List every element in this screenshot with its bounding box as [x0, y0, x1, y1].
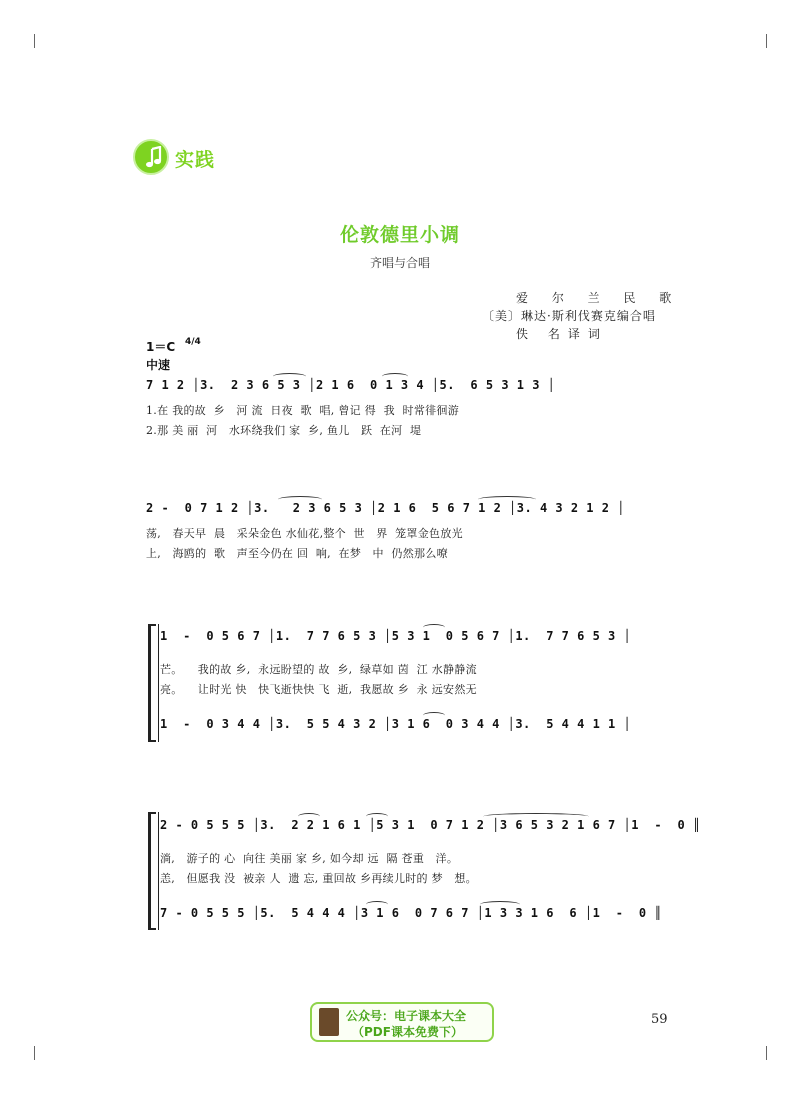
slur	[480, 901, 520, 908]
lyric-verse-2: 2.那 美 丽 河 水环绕我们 家 乡, 鱼儿 跃 在河 堤	[146, 424, 422, 437]
badge-circle	[133, 139, 169, 175]
origin-credit: 爱 尔 兰 民 歌	[516, 291, 682, 305]
slur	[478, 496, 536, 503]
slur	[298, 813, 320, 820]
system-bracket-line	[158, 812, 159, 930]
slur	[423, 712, 445, 719]
slur	[273, 373, 306, 380]
lyric-verse-2: 恙, 但愿我 没 被亲 人 遗 忘, 重回故 乡再续儿时的 梦 想。	[160, 872, 477, 885]
time-signature: 4/4	[185, 337, 201, 347]
harmony-line: 1 - 0 3 4 4 │3. 5 5 4 3 2 │3 1 6 0 3 4 4 │3. 5 4 4 1 1 │	[160, 717, 632, 731]
score-system-2	[146, 499, 676, 569]
slur	[278, 496, 322, 503]
score-system-3	[160, 627, 676, 747]
footer-line-1: 公众号：电子课本大全	[346, 1009, 467, 1023]
section-label: 实践	[175, 149, 216, 171]
lyric-verse-1: 1.在 我的故 乡 河 流 日夜 歌 唱, 曾记 得 我 时常徘徊游	[146, 404, 460, 417]
system-bracket	[148, 812, 156, 930]
slur	[366, 813, 388, 820]
crop-mark	[34, 34, 35, 48]
key-signature: 1＝C	[146, 340, 176, 354]
section-badge	[133, 139, 253, 179]
footer-watermark	[310, 1002, 494, 1042]
score-system-1	[146, 376, 676, 446]
melody-line: 1 - 0 5 6 7 │1. 7 7 6 5 3 │5 3 1 0 5 6 7 │1. 7 7 6 5 3 │	[160, 629, 632, 643]
footer-line-2: （PDF课本免费下）	[352, 1025, 463, 1039]
lyric-verse-1: 淌, 游子的 心 向往 美丽 家 乡, 如今却 远 隔 苍重 洋。	[160, 852, 459, 865]
slur	[366, 901, 388, 908]
crop-mark	[34, 1046, 35, 1060]
song-title: 伦敦德里小调	[339, 224, 460, 246]
lyric-verse-1: 荡, 春天早 晨 采朵金色 水仙花,整个 世 界 笼罩金色放光	[146, 527, 463, 540]
score-system-4	[160, 816, 701, 936]
lyric-verse-2: 上, 海鸥的 歌 声至今仍在 回 响, 在梦 中 仍然那么嘹	[146, 547, 448, 560]
song-subtitle: 齐唱与合唱	[369, 256, 430, 270]
notation-line: 2 - 0 7 1 2 │3. 2 3 6 5 3 │2 1 6 5 6 7 1 2 │3. 4 3 2 1 2 │	[146, 501, 625, 515]
music-note-icon	[144, 146, 164, 170]
crop-mark	[766, 1046, 767, 1060]
harmony-line: 7 - 0 5 5 5 │5. 5 4 4 4 │3 1 6 0 7 6 7 │1 3 3 1 6 6 │1 - 0 ║	[160, 906, 663, 920]
translator-credit: 佚 名译词	[516, 327, 608, 341]
page-number: 59	[651, 1012, 668, 1027]
crop-mark	[766, 34, 767, 48]
slur	[483, 813, 589, 820]
system-bracket-line	[158, 624, 159, 742]
slur	[382, 373, 408, 380]
book-icon	[319, 1008, 339, 1036]
system-bracket	[148, 624, 156, 742]
lyric-verse-1: 芒。 我的故 乡, 永远盼望的 故 乡, 绿草如 茵 江 水静静流	[160, 663, 477, 676]
tempo-marking: 中速	[146, 358, 171, 372]
arranger-credit: 〔美〕琳达·斯利伐赛克编合唱	[482, 309, 656, 323]
notation-line: 7 1 2 │3. 2 3 6 5 3 │2 1 6 0 1 3 4 │5. 6 5 3 1 3 │	[146, 378, 556, 392]
melody-line: 2 - 0 5 5 5 │3. 2 2 1 6 1 │5 3 1 0 7 1 2 │3 6 5 3 2 1 6 7 │1 - 0 ║	[160, 818, 701, 832]
lyric-verse-2: 亮。 让时光 快 快飞逝快快 飞 逝, 我愿故 乡 永 远安然无	[160, 683, 477, 696]
slur	[423, 624, 445, 631]
